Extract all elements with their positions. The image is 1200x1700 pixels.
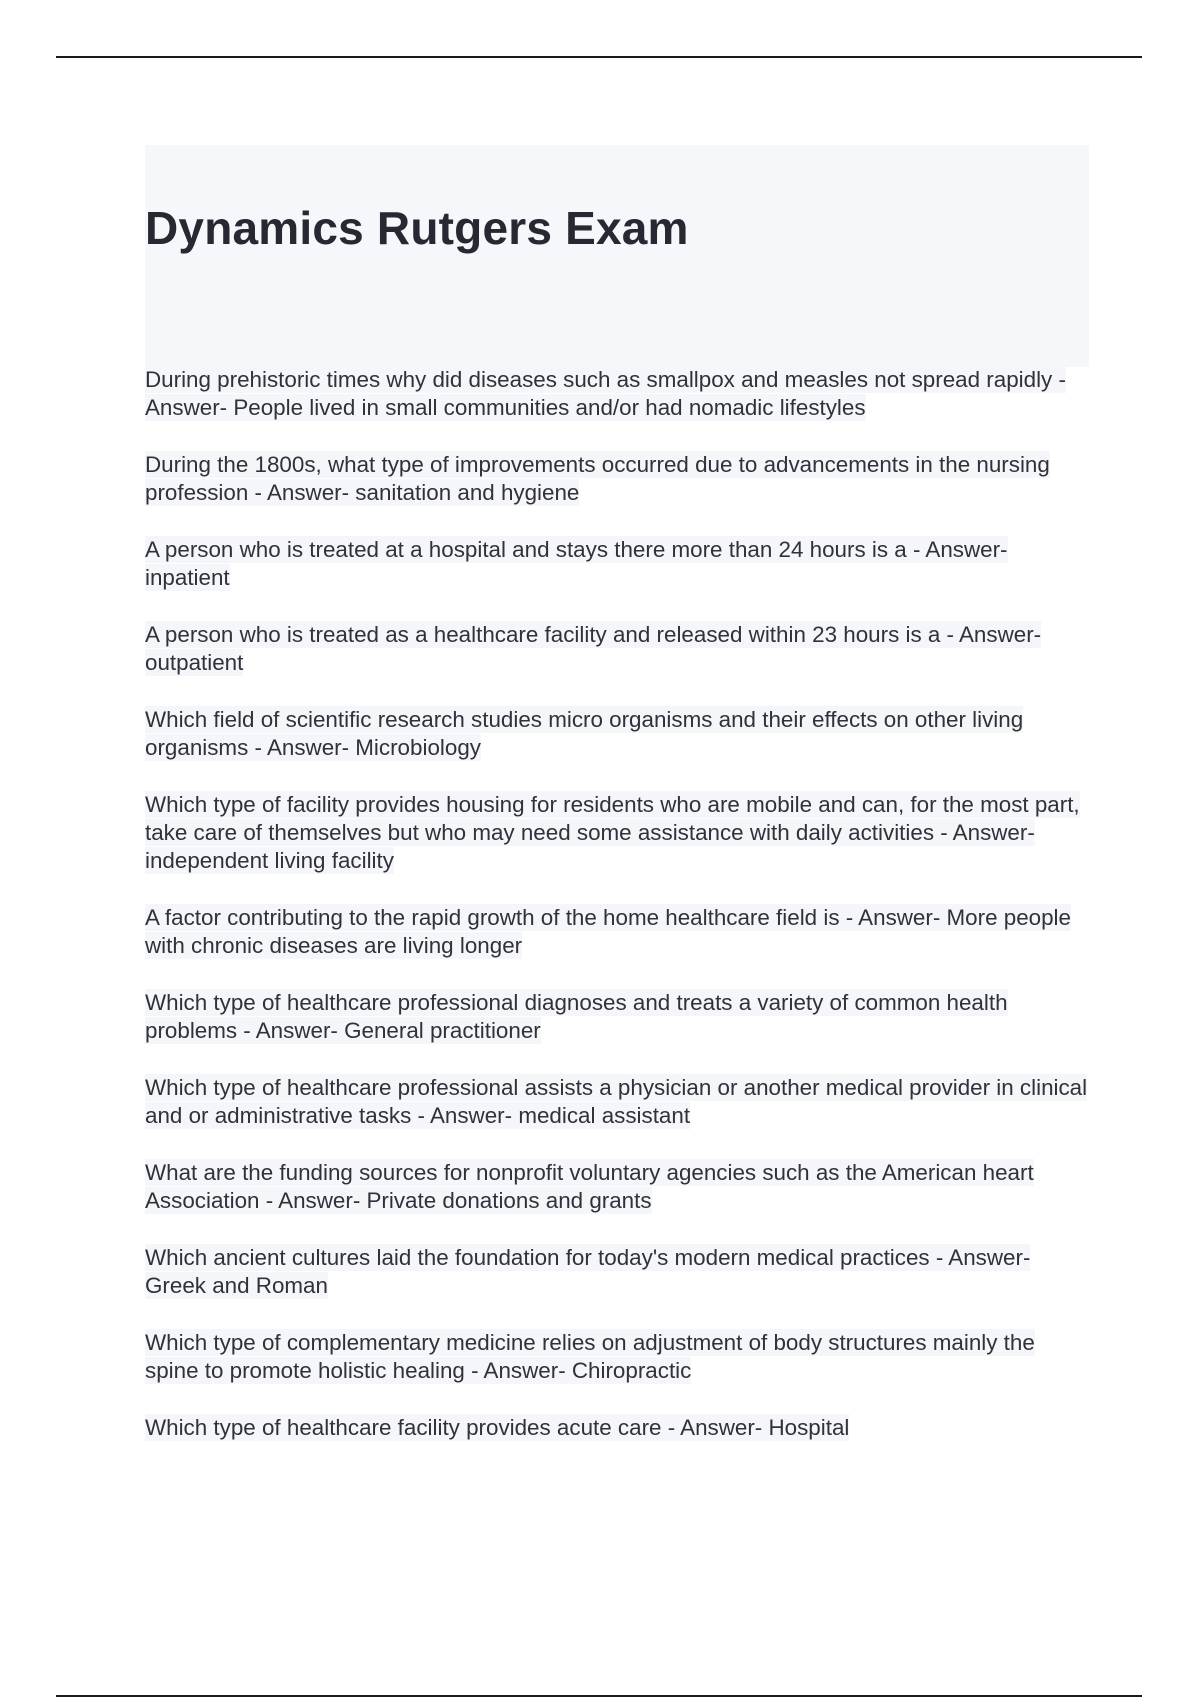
qa-text: Which ancient cultures laid the foundation for today's modern medical practices - Answer- Greek and Roman xyxy=(145,1245,1031,1298)
page-title: Dynamics Rutgers Exam xyxy=(145,202,689,254)
qa-text: Which type of facility provides housing for residents who are mobile and can, for the most part, take care of themselves but who may need some assistance with daily activities - Answer- independent living facility xyxy=(145,792,1080,873)
qa-item xyxy=(145,1244,1089,1300)
qa-item xyxy=(145,989,1089,1045)
qa-text: Which field of scientific research studies micro organisms and their effects on other living organisms - Answer- Microbiology xyxy=(145,707,1024,760)
qa-text: Which type of healthcare professional assists a physician or another medical provider in clinical and or administrative tasks - Answer- medical assistant xyxy=(145,1075,1088,1128)
qa-text: A factor contributing to the rapid growth of the home healthcare field is - Answer- More people with chronic diseases are living longer xyxy=(145,905,1071,958)
qa-text: Which type of complementary medicine relies on adjustment of body structures mainly the spine to promote holistic healing - Answer- Chiropractic xyxy=(145,1330,1035,1383)
bottom-divider xyxy=(56,1695,1142,1697)
qa-text: During the 1800s, what type of improvements occurred due to advancements in the nursing profession - Answer- sanitation and hygiene xyxy=(145,452,1050,505)
qa-item xyxy=(145,904,1089,960)
qa-text: What are the funding sources for nonprofit voluntary agencies such as the American heart Association - Answer- Private donations and grants xyxy=(145,1160,1034,1213)
qa-item xyxy=(145,621,1089,677)
qa-item xyxy=(145,706,1089,762)
qa-item xyxy=(145,536,1089,592)
qa-item xyxy=(145,791,1089,875)
qa-item xyxy=(145,1074,1089,1130)
qa-text: Which type of healthcare professional diagnoses and treats a variety of common health problems - Answer- General practitioner xyxy=(145,990,1008,1043)
qa-text: A person who is treated as a healthcare facility and released within 23 hours is a - Answer- outpatient xyxy=(145,622,1042,675)
qa-item xyxy=(145,451,1089,507)
qa-list xyxy=(145,366,1089,1471)
title-block xyxy=(145,145,1089,367)
qa-text: Which type of healthcare facility provides acute care - Answer- Hospital xyxy=(145,1415,850,1440)
qa-item xyxy=(145,1159,1089,1215)
qa-item xyxy=(145,1329,1089,1385)
qa-text: During prehistoric times why did diseases such as smallpox and measles not spread rapidly - Answer- People lived in small communities and/or had nomadic lifestyles xyxy=(145,367,1066,420)
qa-item xyxy=(145,366,1089,422)
qa-item xyxy=(145,1414,1089,1442)
qa-text: A person who is treated at a hospital and stays there more than 24 hours is a - Answer- inpatient xyxy=(145,537,1008,590)
top-divider xyxy=(56,56,1142,58)
